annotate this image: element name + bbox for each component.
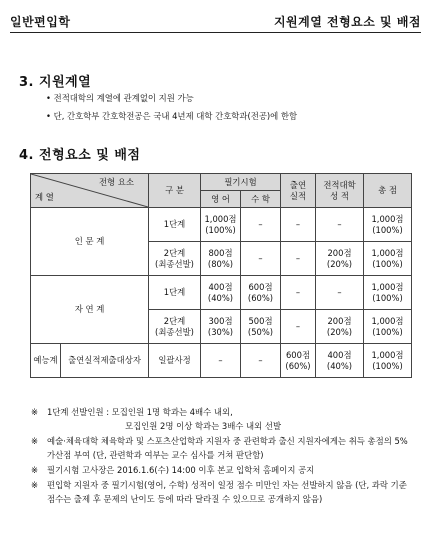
total-score-cell: 1,000점 (100%) bbox=[364, 242, 412, 276]
note-mark: ※ bbox=[31, 465, 39, 475]
math-score-cell: 600점 (60%) bbox=[241, 276, 281, 310]
total-score-cell: 1,000점 (100%) bbox=[364, 344, 412, 378]
track-humanities: 인 문 계 bbox=[31, 208, 149, 276]
transfer-score-cell: 200점 (20%) bbox=[316, 310, 364, 344]
note-item bbox=[31, 405, 413, 433]
note-mark: ※ bbox=[31, 407, 39, 417]
note-mark: ※ bbox=[31, 480, 39, 490]
performance-score-cell: – bbox=[281, 242, 316, 276]
table-row bbox=[31, 208, 412, 242]
transfer-score-cell: 400점 (40%) bbox=[316, 344, 364, 378]
english-score-cell: 1,000점 (100%) bbox=[201, 208, 241, 242]
section-3-bullet-2: • 단, 간호학부 간호학전공은 국내 4년제 대학 간호학과(전공)에 한함 bbox=[46, 111, 298, 121]
transfer-score-cell: 200점 (20%) bbox=[316, 242, 364, 276]
note-item bbox=[31, 463, 413, 477]
header-transfer-grades: 전적대학 성 적 bbox=[316, 174, 364, 208]
header-total: 총 점 bbox=[364, 174, 412, 208]
note-mark: ※ bbox=[31, 436, 39, 446]
table-row bbox=[31, 276, 412, 310]
header-gubun: 구 분 bbox=[149, 174, 201, 208]
total-score-cell: 1,000점 (100%) bbox=[364, 310, 412, 344]
note-text: 예술·체육대학 체육학과 및 스포츠산업학과 지원자 중 관련학과 출신 지원자에게는 취득 총점의 5% 가산점 부여 (단, 관련학과 여부는 교수 심사를 거쳐 판단함) bbox=[47, 436, 408, 460]
header-track: 계 열 bbox=[35, 192, 54, 202]
note-text: 필기시험 고사장은 2016.1.6(수) 14:00 이후 본교 입학처 홈페이지 공지 bbox=[47, 465, 315, 475]
math-score-cell: – bbox=[241, 242, 281, 276]
performance-score-cell: – bbox=[281, 276, 316, 310]
page-header bbox=[10, 6, 421, 33]
track-arts: 예능계 bbox=[31, 344, 61, 378]
section-3-bullet-1: • 전적대학의 계열에 관계없이 지원 가능 bbox=[46, 93, 194, 103]
stage-cell: 2단계 (최종선발) bbox=[149, 310, 201, 344]
header-selection-elements: 전형 요소 bbox=[98, 177, 134, 187]
note-continuation: 모집인원 2명 이상 학과는 3배수 내외 선발 bbox=[125, 421, 282, 431]
math-score-cell: 500점 (50%) bbox=[241, 310, 281, 344]
performance-score-cell: 600점 (60%) bbox=[281, 344, 316, 378]
score-table bbox=[30, 173, 412, 378]
total-score-cell: 1,000점 (100%) bbox=[364, 208, 412, 242]
diagonal-header-cell bbox=[31, 174, 149, 208]
performance-score-cell: – bbox=[281, 310, 316, 344]
header-right-title: 지원계열 전형요소 및 배점 bbox=[273, 15, 421, 29]
math-score-cell: – bbox=[241, 344, 281, 378]
performance-score-cell: – bbox=[281, 208, 316, 242]
note-item bbox=[31, 478, 413, 506]
header-english: 영 어 bbox=[201, 191, 241, 208]
track-arts-target: 출연실적제출대상자 bbox=[61, 344, 149, 378]
note-item bbox=[31, 434, 413, 462]
transfer-score-cell: – bbox=[316, 208, 364, 242]
header-written-exam: 필기시험 bbox=[201, 174, 281, 191]
note-text: 편입학 지원자 중 필기시험(영어, 수학) 성적이 일정 점수 미만인 자는 선발하지 않음 (단, 과락 기준 점수는 출제 후 문제의 난이도 등에 따라 달라질 수 있으므로 공개하지 않음) bbox=[47, 480, 407, 504]
stage-cell: 2단계 (최종선발) bbox=[149, 242, 201, 276]
stage-cell: 일괄사정 bbox=[149, 344, 201, 378]
total-score-cell: 1,000점 (100%) bbox=[364, 276, 412, 310]
section-4-title: 4. 전형요소 및 배점 bbox=[19, 148, 141, 163]
note-text: 1단계 선발인원 : 모집인원 1명 학과는 4배수 내외, bbox=[47, 407, 233, 417]
stage-cell: 1단계 bbox=[149, 208, 201, 242]
header-left-title: 일반편입학 bbox=[10, 15, 71, 29]
transfer-score-cell: – bbox=[316, 276, 364, 310]
math-score-cell: – bbox=[241, 208, 281, 242]
header-performance: 출연 실적 bbox=[281, 174, 316, 208]
notes-list bbox=[31, 405, 413, 506]
english-score-cell: 300점 (30%) bbox=[201, 310, 241, 344]
stage-cell: 1단계 bbox=[149, 276, 201, 310]
table-row bbox=[31, 344, 412, 378]
section-3-title: 3. 지원계열 bbox=[19, 75, 92, 90]
english-score-cell: – bbox=[201, 344, 241, 378]
english-score-cell: 800점 (80%) bbox=[201, 242, 241, 276]
track-sciences: 자 연 계 bbox=[31, 276, 149, 344]
header-math: 수 학 bbox=[241, 191, 281, 208]
english-score-cell: 400점 (40%) bbox=[201, 276, 241, 310]
